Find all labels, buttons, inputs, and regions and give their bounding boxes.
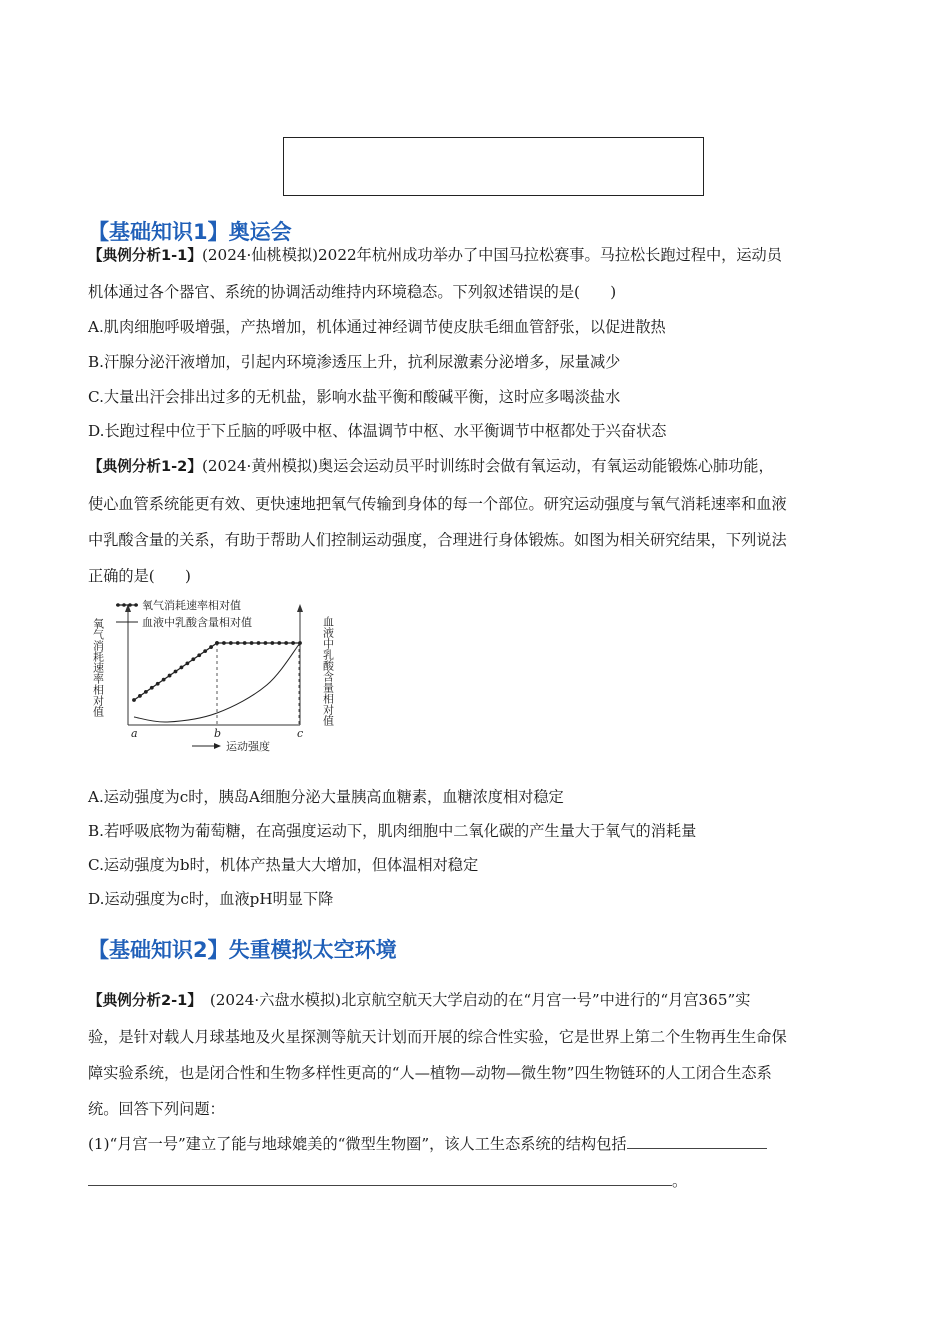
oxygen-data-point (215, 641, 219, 645)
oxygen-data-point (229, 641, 233, 645)
oxygen-data-point (174, 670, 178, 674)
oxygen-data-point (156, 682, 160, 686)
question-2-1-line-3: 障实验系统，也是闭合性和生物多样性更高的“人—植物—动物—微生物”四生物链环的人工闭合生态系 (88, 1064, 772, 1082)
option-b: B.若呼吸底物为葡萄糖，在高强度运动下，肌肉细胞中二氧化碳的产生量大于氧气的消耗量 (88, 822, 697, 840)
option-c: C.运动强度为b时，机体产热量大大增加，但体温相对稳定 (88, 856, 479, 874)
oxygen-data-point (264, 641, 268, 645)
sub-question-1 (88, 1134, 767, 1154)
legend-label-oxygen: 氧气消耗速率相对值 (142, 599, 241, 612)
question-2-1-line-2: 验，是针对载人月球基地及火星探测等航天计划而开展的综合性实验，它是世界上第二个生物再生生命保 (88, 1028, 787, 1046)
sub-question-end: 。 (672, 1172, 688, 1190)
x-label-arrow-head (214, 743, 221, 749)
y-label-left: 氧气消耗速率相对值 (91, 618, 105, 717)
y-axis-right-arrow (297, 604, 303, 612)
section-title-1: 【基础知识1】奥运会 (88, 220, 292, 244)
legend-label-lactate: 血液中乳酸含量相对值 (142, 616, 252, 629)
question-text: (2024·仙桃模拟)2022年杭州成功举办了中国马拉松赛事。马拉松长跑过程中，运动员 (201, 246, 782, 264)
option-a: A.肌肉细胞呼吸增强，产热增加，机体通过神经调节使皮肤毛细血管舒张，以促进散热 (88, 318, 666, 336)
section-title-2: 【基础知识2】失重模拟太空环境 (88, 938, 397, 962)
oxygen-data-point (257, 641, 261, 645)
legend-dot (116, 603, 120, 607)
oxygen-data-point (191, 657, 195, 661)
oxygen-data-point (236, 641, 240, 645)
y-label-right: 血液中乳酸含量相对值 (321, 616, 335, 726)
title-box (283, 137, 704, 196)
oxygen-data-point (270, 641, 274, 645)
option-c: C.大量出汗会排出过多的无机盐，影响水盐平衡和酸碱平衡，这时应多喝淡盐水 (88, 388, 621, 406)
x-label: 运动强度 (226, 740, 270, 753)
sub-question-text: (1)“月宫一号”建立了能与地球媲美的“微型生物圈”，该人工生态系统的结构包括 (88, 1135, 627, 1153)
option-b: B.汗腺分泌汗液增加，引起内环境渗透压上升，抗利尿激素分泌增多，尿量减少 (88, 353, 621, 371)
x-tick-c: c (297, 727, 304, 740)
oxygen-data-point (203, 649, 207, 653)
question-text: (2024·黄州模拟)奥运会运动员平时训练时会做有氧运动，有氧运动能锻炼心肺功能， (201, 457, 774, 475)
option-d: D.运动强度为c时，血液pH明显下降 (88, 890, 334, 908)
legend-dot (128, 603, 132, 607)
answer-blank[interactable] (88, 1171, 672, 1186)
answer-blank[interactable] (627, 1134, 767, 1149)
question-1-2-line-3: 中乳酸含量的关系，有助于帮助人们控制运动强度，合理进行身体锻炼。如图为相关研究结果，下列说法 (88, 531, 787, 549)
question-tag: 【典例分析2-1】 (88, 992, 195, 1009)
option-d: D.长跑过程中位于下丘脑的呼吸中枢、体温调节中枢、水平衡调节中枢都处于兴奋状态 (88, 422, 667, 440)
oxygen-data-point (168, 674, 172, 678)
oxygen-data-point (222, 641, 226, 645)
oxygen-data-point (197, 653, 201, 657)
option-a: A.运动强度为c时，胰岛A细胞分泌大量胰高血糖素，血糖浓度相对稳定 (88, 788, 564, 806)
oxygen-data-point (209, 645, 213, 649)
question-1-1-line-1 (88, 245, 782, 266)
oxygen-data-point (180, 666, 184, 670)
oxygen-data-point (150, 686, 154, 690)
oxygen-data-point (277, 641, 281, 645)
oxygen-data-point (250, 641, 254, 645)
oxygen-data-point (291, 641, 295, 645)
question-tag: 【典例分析1-1】 (88, 247, 202, 264)
question-1-1-line-2: 机体通过各个器官、系统的协调活动维持内环境稳态。下列叙述错误的是( ) (88, 283, 617, 301)
oxygen-data-point (138, 694, 142, 698)
question-2-1-line-4: 统。回答下列问题： (88, 1100, 225, 1118)
oxygen-data-point (162, 678, 166, 682)
question-2-1-line-1 (88, 990, 750, 1011)
question-1-2-line-4: 正确的是( ) (88, 567, 191, 585)
question-1-2-line-2: 使心血管系统能更有效、更快速地把氧气传输到身体的每一个部位。研究运动强度与氧气消耗速率和血液 (88, 495, 787, 513)
x-tick-a: a (131, 727, 138, 740)
chart (88, 598, 358, 758)
oxygen-data-point (243, 641, 247, 645)
legend-dot (134, 603, 138, 607)
oxygen-data-point (144, 690, 148, 694)
question-text: (2024·六盘水模拟)北京航空航天大学启动的在“月宫一号”中进行的“月宫365”实 (194, 991, 751, 1009)
oxygen-data-point (132, 698, 136, 702)
legend-dot (122, 603, 126, 607)
oxygen-data-point (185, 661, 189, 665)
oxygen-data-point (284, 641, 288, 645)
x-tick-b: b (214, 727, 222, 740)
question-tag: 【典例分析1-2】 (88, 458, 202, 475)
question-1-2-line-1 (88, 456, 774, 477)
sub-question-1-cont (88, 1171, 687, 1191)
